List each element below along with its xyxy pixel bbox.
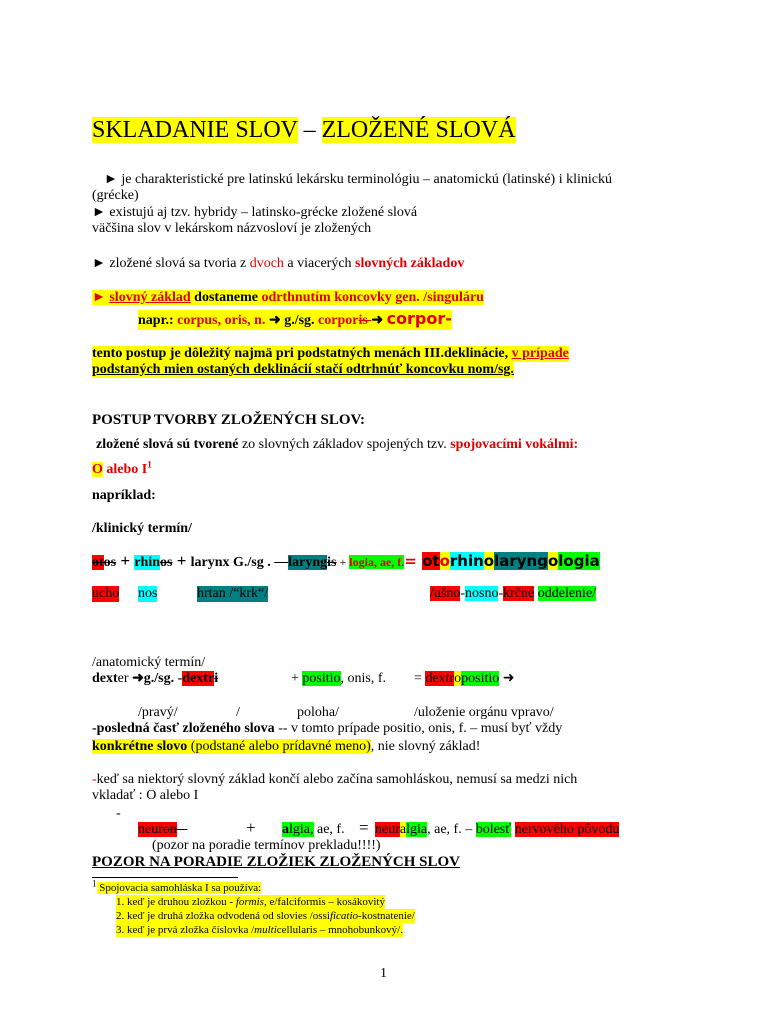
order-note: (pozor na poradie termínov prekladu!!!!) — [152, 838, 381, 853]
footnote-item-1: 1. keď je druhou zložkou - formis, e/falciformis – kosákovitý — [116, 896, 385, 908]
clinical-label: /klinický termín/ — [92, 521, 192, 536]
vowel-bullet: - — [116, 806, 121, 821]
gloss-pravy: /pravý/ — [138, 705, 178, 720]
anatomic-positio: + positio, onis, f. — [291, 671, 387, 686]
connecting-vowels: O alebo $I^1$ — [92, 459, 152, 477]
title-part2: ZLOŽENÉ SLOVÁ — [321, 117, 516, 143]
footnote-ref: 1 — [147, 459, 152, 470]
intro-bullet-2: ► existujú aj tzv. hybridy – latinsko-grécke zložené slová — [92, 205, 418, 220]
vowel-line-1: -keď sa niektorý slovný základ končí alebo začína samohláskou, nemusí sa medzi nich — [92, 772, 578, 787]
footnote-item-3: 3. keď je prvá zložka číslovka /multicellularis – mnohobunkový/. — [116, 924, 403, 936]
gloss-slash: / — [236, 705, 240, 720]
anatomic-result: = dextropositio ➜ — [414, 671, 515, 686]
title-dash: – — [297, 117, 322, 143]
anatomic-dexter: dexter ➜g./sg. -dextri — [92, 671, 219, 686]
intro-bullet-1: ► je charakteristické pre latinskú lekársku terminológiu – anatomickú (latinské) i klinickú — [104, 172, 612, 187]
vowel-line-2: vkladať : O alebo I — [92, 788, 199, 803]
gloss-nos: nos — [138, 586, 158, 601]
composed-line: ► zložené slová sa tvoria z dvoch a viacerých slovných základov — [92, 256, 465, 271]
gloss-ucho: ucho — [92, 586, 120, 601]
gloss-poloha: poloha/ — [297, 705, 339, 720]
stem-label: slovný základ — [109, 290, 191, 305]
procedure-line: zložené slová sú tvorené zo slovných základov spojených tzv. spojovacími vokálmi: — [96, 437, 579, 452]
last-part-line: -posledná časť zloženého slova -- v tomto prípade positio, onis, f. – musí byť vždy — [92, 721, 563, 736]
procedure-heading: POSTUP TVORBY ZLOŽENÝCH SLOV: — [92, 412, 365, 428]
gloss-ulozenie: /uloženie orgánu vpravo/ — [414, 705, 554, 720]
intro-bullet-3: väčšina slov v lekárskom názvosloví je zložených — [92, 221, 372, 236]
intro-bullet-1-cont: (grécke) — [92, 188, 139, 203]
concrete-word-line: konkrétne slovo (podstané alebo prídavné meno), nie slovný základ! — [92, 739, 481, 754]
anatomic-label: /anatomický termín/ — [92, 655, 206, 670]
stem-line: ► slovný základ dostaneme odrthnutím koncovky gen. /singuláru — [92, 290, 484, 305]
stem-example: napr.: corpus, oris, n. ➜ g./sg. corporis ➜ corpor- — [138, 309, 452, 328]
page-title — [92, 116, 516, 144]
clinical-example: otos + rhinos + larynx G./sg . laryngis + logia, ae, f.= otorhinolaryngologia — [92, 551, 600, 570]
warning-heading: POZOR NA PORADIE ZLOŽIEK ZLOŽENÝCH SLOV — [92, 854, 460, 870]
rule-line-1: tento postup je dôležitý najmä pri podstatných menách III.deklinácie, v prípade — [92, 346, 569, 361]
footnote-title: $^1$ Spojovacia samohláska I sa používa: — [92, 878, 262, 894]
page-number: 1 — [380, 966, 387, 981]
footnote-item-2: 2. keď je druhá zložka odvodená od slovies /ossificatio-kostnatenie/ — [116, 910, 415, 922]
footnote-divider — [92, 877, 238, 878]
neuron-term: neuron — [138, 822, 177, 837]
gloss-hrtan: hrtan /“krk“/ — [197, 586, 269, 601]
title-part1: SKLADANIE SLOV — [92, 117, 298, 143]
rule-line-2: podstaných mien ostaných deklinácií stačí odtrhnúť koncovku nom/sg. — [92, 362, 514, 377]
algia-term: algia, ae, f. — [282, 822, 345, 837]
neuralgia-result: neuralgia, ae, f. – bolesť nervového pôvodu — [375, 822, 620, 837]
example-label: napríklad: — [92, 488, 156, 503]
gloss-usno-nosno: /ušno-nosno-krčné oddelenie/ — [430, 586, 597, 601]
vowel-eq: = — [359, 818, 369, 837]
vowel-plus: + — [246, 818, 256, 837]
